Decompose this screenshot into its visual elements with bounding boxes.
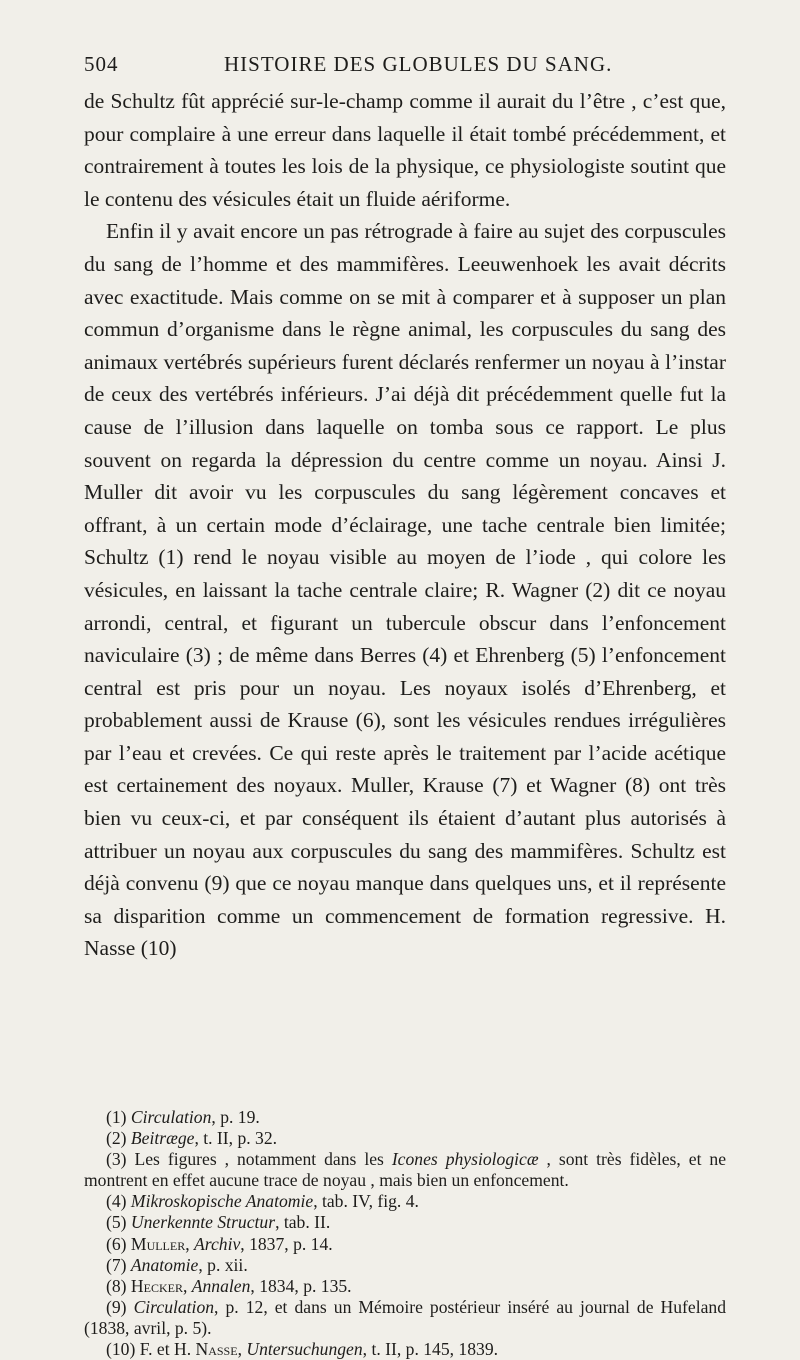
footnote-4: (4) Mikroskopische Anatomie, tab. IV, fig. 4. <box>106 1191 419 1212</box>
footnotes <box>84 1107 726 1360</box>
paragraph: Enfin il y avait encore un pas rétrograde à faire au sujet des corpuscules du sang de l’homme et des mammifères. Leeuwenhoek les avait décrits avec exactitude. Mais comme on se mit à comparer et à supposer un plan commun d’organisme dans le règne animal, les corpuscules du sang des animaux vertébrés supérieurs furent déclarés renfermer un noyau à l’instar de ceux des vertébrés inférieurs. J’ai déjà dit précédemment quelle fut la cause de l’illusion dans laquelle on tomba sous ce rapport. Le plus souvent on regarda la dépression du centre comme un noyau. Ainsi J. Muller dit avoir vu les corpuscules du sang légèrement concaves et offrant, à un certain mode d’éclairage, une tache centrale bien limitée; Schultz (1) rend le noyau visible au moyen de l’iode , qui colore les vésicules, en laissant la tache centrale claire; R. Wagner (2) dit ce noyau arrondi, central, et figurant un tubercule obscur dans l’enfoncement naviculaire (3) ; de même dans Berres (4) et Ehrenberg (5) l’enfoncement central est pris pour un noyau. Les noyaux isolés d’Ehrenberg, et probablement aussi de Krause (6), sont les vésicules rendues irrégulières par l’eau et crevées. Ce qui reste après le traitement par l’acide acétique est certainement des noyaux. Muller, Krause (7) et Wagner (8) ont très bien vu ceux-ci, et par conséquent ils étaient d’autant plus autorisés à attribuer un noyau aux corpuscules du sang des mammifères. Schultz est déjà convenu (9) que ce noyau manque dans quelques uns, et il représente sa disparition comme un commencement de formation regressive. H. Nasse (10) <box>84 219 726 961</box>
main-text <box>84 85 726 965</box>
footnote-10: (10) F. et H. Nasse, Untersuchungen, t. II, p. 145, 1839. <box>106 1339 499 1360</box>
running-title: HISTOIRE DES GLOBULES DU SANG. <box>224 52 613 76</box>
footnote-2: (2) Beitræge, t. II, p. 32. <box>106 1128 278 1149</box>
footnote-9: (9) Circulation, p. 12, et dans un Mémoire postérieur inséré au journal de Hufeland (1838, avril, p. 5). <box>84 1296 726 1338</box>
footnote-5: (5) Unerkennte Structur, tab. II. <box>106 1212 331 1233</box>
footnote-7: (7) Anatomie, p. xii. <box>106 1254 248 1275</box>
running-header <box>84 52 724 82</box>
paragraph-continued: de Schultz fût apprécié sur-le-champ comme il aurait du l’être , c’est que, pour complaire à une erreur dans laquelle il était tombé précédemment, et contrairement à toutes les lois de la physique, ce physiologiste soutint que le contenu des vésicules était un fluide aériforme. <box>84 89 726 211</box>
footnote-1: (1) Circulation, p. 19. <box>106 1107 260 1127</box>
footnote-3: (3) Les figures , notamment dans les Icones physiologicæ , sont très fidèles, et ne montrent en effet aucune trace de noyau , mais bien un enfoncement. <box>84 1149 727 1191</box>
footnote-6: (6) Muller, Archiv, 1837, p. 14. <box>106 1233 333 1254</box>
page-number: 504 <box>84 52 119 76</box>
footnote-8: (8) Hecker, Annalen, 1834, p. 135. <box>106 1275 352 1296</box>
